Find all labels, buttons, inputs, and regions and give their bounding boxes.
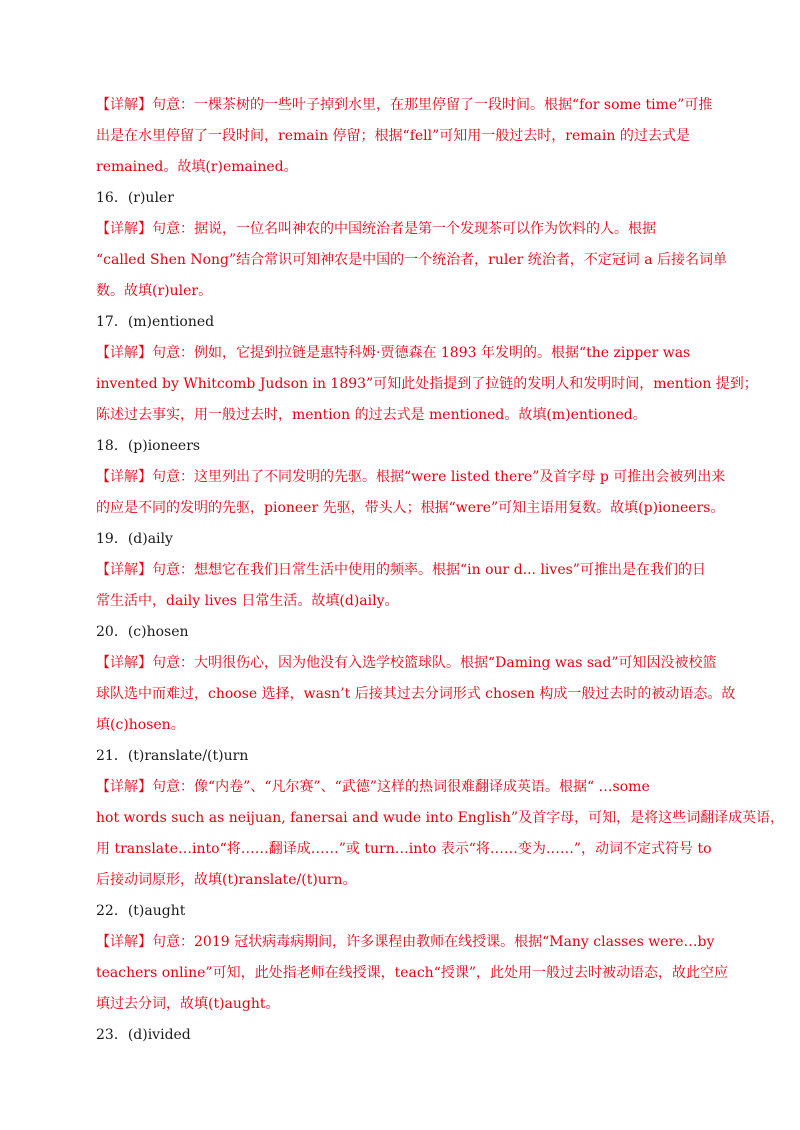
explanation-line: 【详解】句意：像“内卷”、“凡尔赛”、“武德”这样的热词很难翻译成英语。根据“ …some [96, 779, 650, 795]
explanation-line: “called Shen Nong”结合常识可知神农是中国的一个统治者，ruler 统治者，不定冠词 a 后接名词单 [96, 252, 728, 268]
explanation-line: 常生活中，daily lives 日常生活。故填(d)aily。 [96, 593, 399, 609]
explanation-line: 的应是不同的发明的先驱，pioneer 先驱，带头人；根据“were”可知主语用复数。故填(p)ioneers。 [96, 500, 725, 516]
explanation-line: teachers online”可知，此处指老师在线授课，teach“授课”，此处用一般过去时被动语态，故此空应 [96, 965, 729, 981]
explanation-line: 填过去分词，故填(t)aught。 [96, 996, 280, 1012]
explanation-line: 球队选中而难过，choose 选择，wasn’t 后接其过去分词形式 chosen 构成一般过去时的被动语态。故 [96, 686, 736, 702]
explanation-line: 【详解】句意：2019 冠状病毒病期间，许多课程由教师在线授课。根据“Many classes were…by [96, 934, 715, 950]
explanation-line: 数。故填(r)uler。 [96, 283, 213, 299]
answer-line: 16．(r)uler [96, 190, 174, 206]
answer-line: 20．(c)hosen [96, 624, 189, 640]
answer-line: 19．(d)aily [96, 531, 173, 547]
explanation-line: 【详解】句意：例如，它提到拉链是惠特科姆·贾德森在 1893 年发明的。根据“the zipper was [96, 345, 691, 361]
answer-line: 22．(t)aught [96, 903, 186, 919]
explanation-line: 【详解】句意：想想它在我们日常生活中使用的频率。根据“in our d... lives”可推出是在我们的日 [96, 562, 706, 578]
explanation-line: 【详解】句意：一棵茶树的一些叶子掉到水里，在那里停留了一段时间。根据“for some time”可推 [96, 97, 713, 113]
explanation-line: 【详解】句意：大明很伤心，因为他没有入选学校篮球队。根据“Daming was sad”可知因没被校篮 [96, 655, 717, 671]
document-page [96, 90, 785, 1051]
explanation-line: 陈述过去事实，用一般过去时，mention 的过去式是 mentioned。故填(m)entioned。 [96, 407, 647, 423]
explanation-line: 后接动词原形，故填(t)ranslate/(t)urn。 [96, 872, 357, 888]
explanation-line: 【详解】句意：据说，一位名叫神农的中国统治者是第一个发现茶可以作为饮料的人。根据 [96, 221, 656, 237]
answer-line: 23．(d)ivided [96, 1027, 191, 1043]
explanation-line: remained。故填(r)emained。 [96, 159, 298, 175]
explanation-line: 出是在水里停留了一段时间，remain 停留；根据“fell”可知用一般过去时，remain 的过去式是 [96, 128, 690, 144]
explanation-line: 用 translate…into“将……翻译成……”或 turn…into 表示“将……变为……”，动词不定式符号 to [96, 841, 712, 857]
answer-line: 17．(m)entioned [96, 314, 215, 330]
explanation-line: invented by Whitcomb Judson in 1893”可知此处指提到了拉链的发明人和发明时间，mention 提到； [96, 376, 758, 392]
explanation-line: 【详解】句意：这里列出了不同发明的先驱。根据“were listed there”及首字母 p 可推出会被列出来 [96, 469, 726, 485]
explanation-line: hot words such as neijuan, fanersai and wude into English”及首字母，可知，是将这些词翻译成英语， [96, 810, 785, 826]
answer-line: 21．(t)ranslate/(t)urn [96, 748, 249, 764]
explanation-line: 填(c)hosen。 [96, 717, 185, 733]
answer-line: 18．(p)ioneers [96, 438, 201, 454]
